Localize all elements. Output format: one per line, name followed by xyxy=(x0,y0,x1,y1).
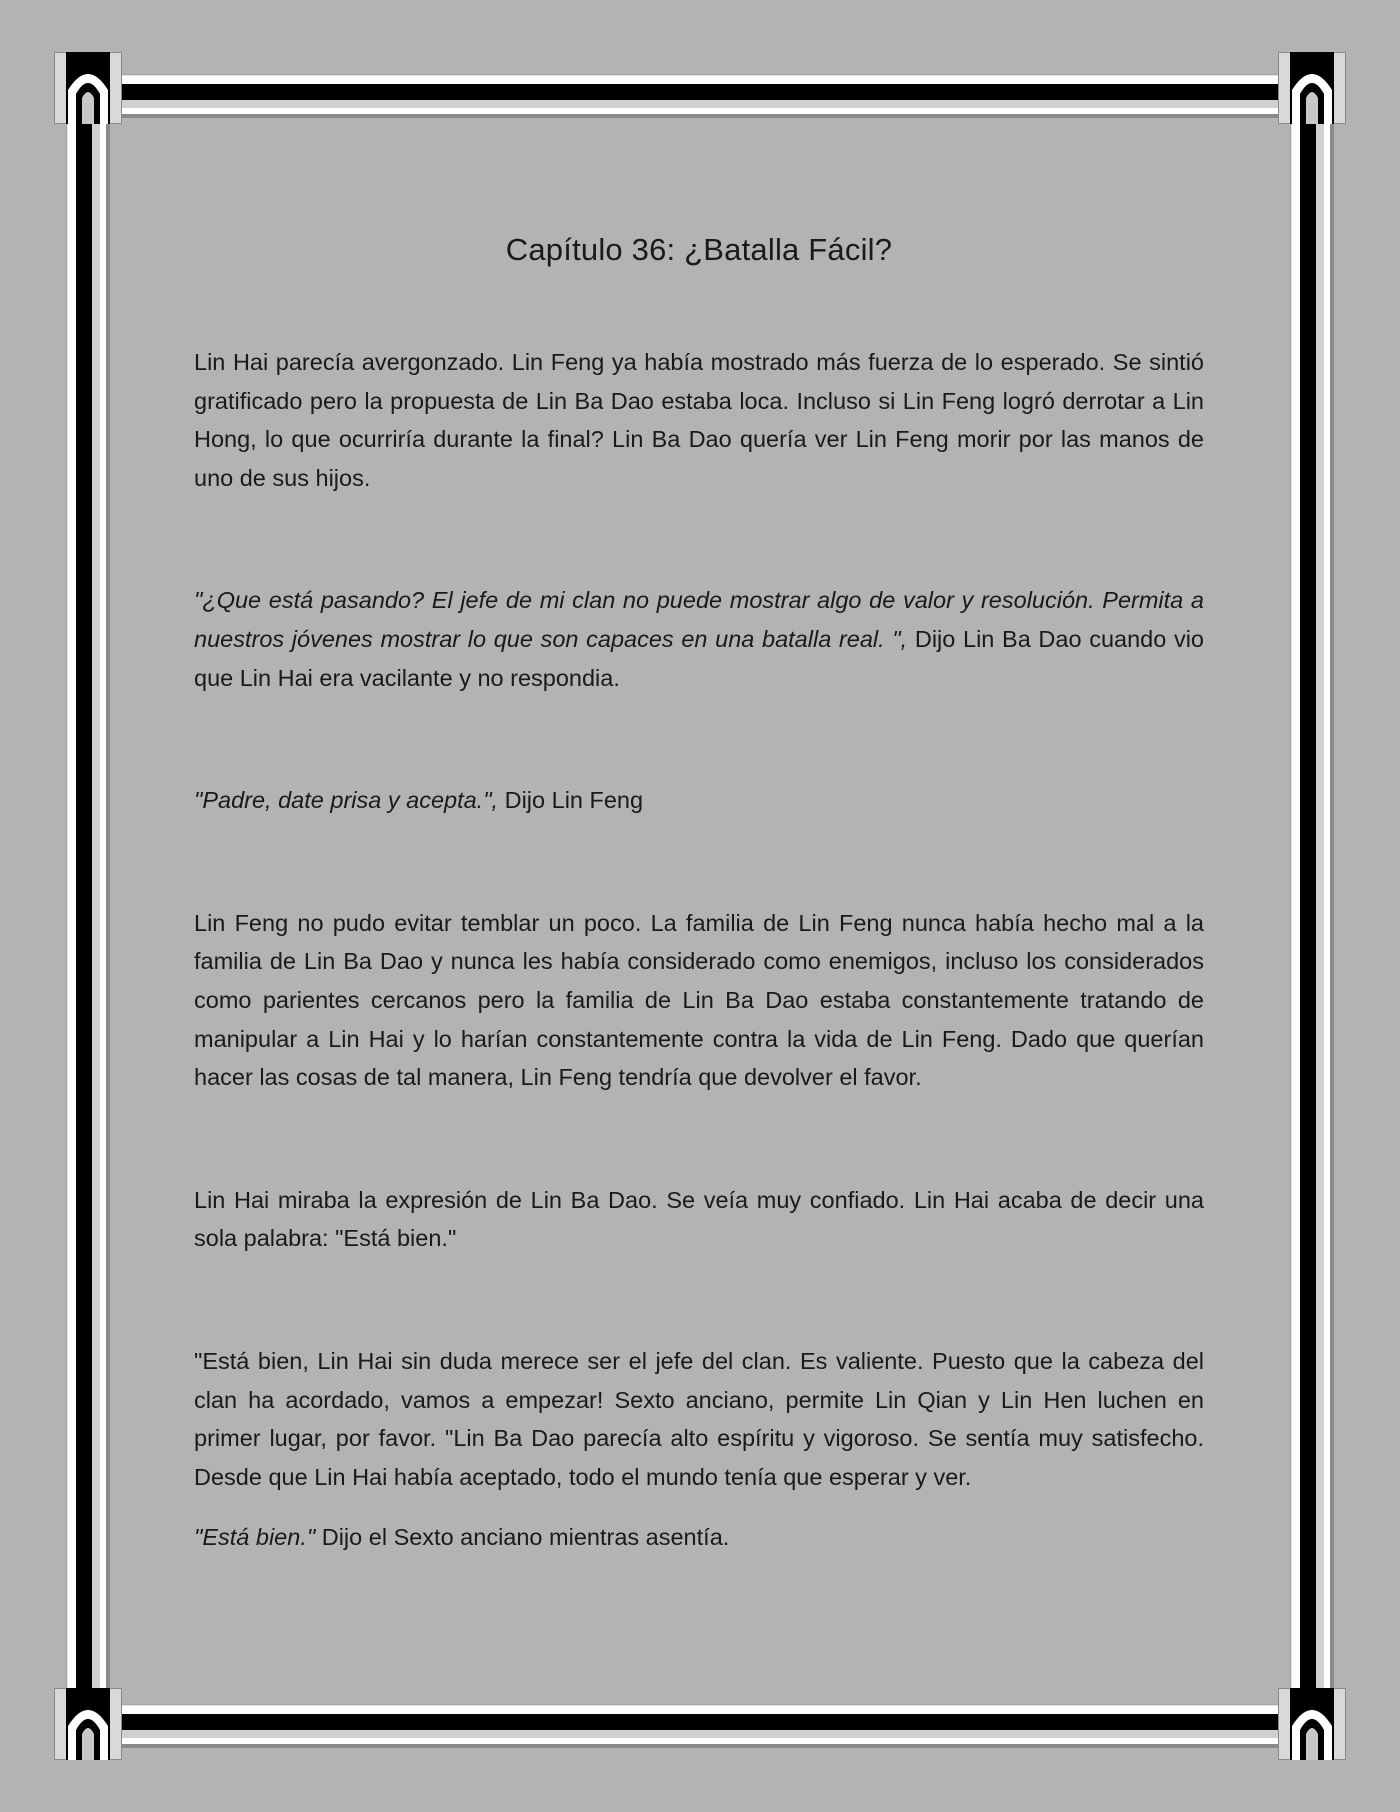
frame-corner-bottom-right xyxy=(1278,1688,1346,1760)
frame-right-bar xyxy=(1290,116,1334,1700)
paragraph-5 xyxy=(194,1181,1204,1258)
frame-top-bar xyxy=(112,74,1288,118)
paragraph-quote: "Padre, date prisa y acepta.", xyxy=(194,787,499,814)
frame-left-bar xyxy=(66,116,110,1700)
paragraph-text: "Está bien, Lin Hai sin duda merece ser el jefe del clan. Es valiente. Puesto que la cabeza del clan ha acordado, vamos a empezar! Sexto anciano, permite Lin Qian y Lin Hen luchen en primer lugar, por favor. "Lin Ba Dao parecía alto espíritu y vigoroso. Se sentía muy satisfecho. Desde que Lin Hai había aceptado, todo el mundo tenía que esperar y ver. xyxy=(194,1347,1204,1490)
paragraph-text: Lin Hai miraba la expresión de Lin Ba Dao. Se veía muy confiado. Lin Hai acaba de decir una sola palabra: "Está bien." xyxy=(194,1186,1204,1252)
paragraph-text: Dijo Lin Feng xyxy=(498,787,644,814)
frame-bottom-bar xyxy=(112,1704,1288,1748)
paragraph-4 xyxy=(194,904,1204,1097)
paragraph-7 xyxy=(194,1518,1204,1557)
frame-corner-top-right xyxy=(1278,52,1346,124)
paragraph-6 xyxy=(194,1342,1204,1496)
paragraph-quote: "¿Que está pasando? El jefe de mi clan no puede mostrar algo de valor y resolución. Permita a nuestros jóvenes mostrar lo que son capaces en una batalla real. ", xyxy=(194,587,1204,652)
paragraph-text: Lin Hai parecía avergonzado. Lin Feng ya había mostrado más fuerza de lo esperado. Se sintió gratificado pero la propuesta de Lin Ba Dao estaba loca. Incluso si Lin Feng logró derrotar a Lin Hong, lo que ocurriría durante la final? Lin Ba Dao quería ver Lin Feng morir por las manos de uno de sus hijos. xyxy=(194,349,1204,491)
paragraph-text: Lin Feng no pudo evitar temblar un poco. La familia de Lin Feng nunca había hecho mal a la familia de Lin Ba Dao y nunca les había considerado como enemigos, incluso los considerados como parientes cercanos pero la familia de Lin Ba Dao estaba constantemente tratando de manipular a Lin Hai y lo harían constantemente contra la vida de Lin Feng. Dado que querían hacer las cosas de tal manera, Lin Feng tendría que devolver el favor. xyxy=(194,909,1204,1091)
paragraph-quote: "Está bien." xyxy=(194,1524,316,1551)
page-content xyxy=(194,232,1204,1557)
chapter-title: Capítulo 36: ¿Batalla Fácil? xyxy=(505,232,893,267)
frame-corner-bottom-left xyxy=(54,1688,122,1760)
paragraph-1 xyxy=(194,343,1204,497)
paragraph-text: Dijo Lin Ba Dao cuando vio que Lin Hai era vacilante y no respondia. xyxy=(194,625,1205,691)
paragraph-text: Dijo el Sexto anciano mientras asentía. xyxy=(315,1524,730,1551)
paragraph-2 xyxy=(194,581,1204,697)
frame-corner-top-left xyxy=(54,52,122,124)
paragraph-3 xyxy=(194,781,1204,820)
